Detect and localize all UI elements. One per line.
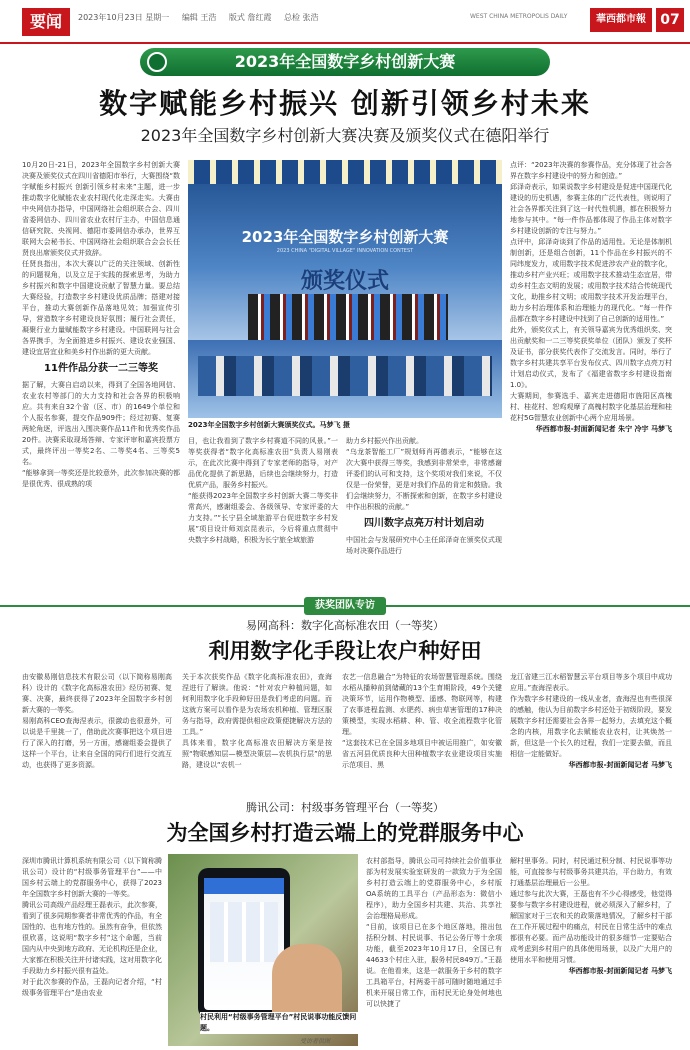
story2-paragraph: 农艺一信息融合”为特征的农场智慧管理系统。围绕水稻从播种前到储藏的13个生育期阶段，49个关键决策环节，运用作物模型、遥感、物联网等，构建了农事进程监测、水肥药、病虫草害管理的17种决策模型，实现水稻耕、种、管、收全流程数字化管理。 <box>342 673 502 736</box>
story1-paragraph: 助力乡村振兴作出贡献。 <box>346 437 423 445</box>
story1-paragraph: 大赛期间，参赛选手、嘉宾走进德阳市旌阳区高槐村、桂花村、恕鸡观摩了高槐村数字化基层治理和桂花村5G智慧农业创新中心两个应用场景。 <box>510 392 672 422</box>
app-title-bar <box>204 878 284 894</box>
story3-paragraph: 深圳市腾讯计算机系统有限公司（以下简称腾讯公司）设计的“村级事务管理平台”——中国乡村云端上的党群服务中心，获得了2023年全国数字乡村创新大赛的一等奖。 <box>22 857 162 898</box>
story1-column-3 <box>346 436 502 557</box>
story3-paragraph: 通过参与此次大赛，王磊也有不少心得感受，他觉得要参与数字乡村建设进程，就必须深入了解乡村，了解国家对于三农和关的政策落地情况，了解乡村干部在工作开展过程中的痛点，村民在日常生活中的难点都很有必要。而产品功能设计的很多细节一定要贴合成考虑到乡村用户的具体使用场景，以及广大用户的使用水平和使用习惯。 <box>510 890 672 964</box>
ceremony-photo <box>188 160 502 418</box>
story2-column-4 <box>510 672 672 771</box>
story2-paragraph: 易刚高科CEO查海涅表示，很激动也很意外，可以说是千里挑一了，借助此次赛事把这个项目进行了深入的打磨，另一方面，感谢组委会提供了这样一个平台，让来自全国的同行们进行交流互动，也获得了更多资源。 <box>22 717 172 769</box>
main-headline: 数字赋能乡村振兴 创新引领乡村未来 <box>99 87 591 120</box>
story2-paragraph: 关于本次获奖作品《数字化高标准农田》，查海涅进行了解读。他说：“针对农户种植问题，如何利用数字化手段种好田是我们考虑的问题。而这就方案可以看作是为农场农机种植、管理区服务与指导，政府需提供相应政策便捷解决方法的工具。” <box>182 673 332 736</box>
story2-kicker: 易网高科：数字化高标准农田（一等奖） <box>246 619 444 632</box>
story1-subheading: 四川数字点亮万村计划启动 <box>364 518 484 529</box>
story3-column-1 <box>22 856 162 999</box>
story1-subheading: 11件作品分获一二三等奖 <box>44 363 158 374</box>
story2-column-3 <box>342 672 502 771</box>
stage-subtitle: 2023 CHINA "DIGITAL VILLAGE" INNOVATION CONTEST <box>276 248 414 254</box>
app-feature-grid <box>210 902 278 962</box>
date-label: 2023年10月23日 星期一 <box>78 13 170 22</box>
story3-paragraph: 腾讯公司高级产品经理王磊表示，此次参赛，看到了很多同期参赛者非常优秀的作品，有全国性的、也有地方性的。虽然有奋争，但依然很欣喜，这说明“数字乡村”这个命题，当前国内从中央到地方政府、无论机构还是企业，大家都在积极关注并付诸实践，这对用数字化手段助力乡村振兴很有益处。 <box>22 901 162 975</box>
story1-paragraph: 中国社会与发展研究中心主任邱泽奇在颁奖仪式现场对决赛作品进行 <box>346 536 502 555</box>
story3-column-4 <box>510 856 672 977</box>
story1-paragraph: 10月20日-21日，2023年全国数字乡村创新大赛决赛及颁奖仪式在四川省德阳市举行，大赛围绕“数字赋能乡村振兴 创新引领乡村未来”主题，进一步推动数字化赋能农业农村现代化走深走实。大赛由中央网信办指导，中国网络社会组织联合会、四川省委网信办、四川省农业农村厅主办，中国信息通信研究院、央视网、德阳市委网信办承办，世界互联网大会秘书长、中国网络社会组织联合会会长任贤良出席颁奖仪式并致辞。 <box>22 161 180 257</box>
story1-paragraph: “能获得2023年全国数字乡村创新大赛二等奖非常高兴，感谢组委会、各级领导、专家评委的大力支持。”“长宁县全域旅游平台促进数字乡村发展”项目设计师刘京昆表示，今后将重点贯彻中央数字乡村战略，积极为长宁旅全域旅游 <box>188 492 338 544</box>
interview-band-label: 获奖团队专访 <box>304 597 386 615</box>
photo2-credit: 受访者供图 <box>300 1038 331 1045</box>
story2-headline: 利用数字化手段让农户种好田 <box>208 639 482 663</box>
story1-paragraph: 点评：“2023年决赛的参赛作品，充分体现了社会各界在数字乡村建设中的努力和创造。” <box>510 161 672 180</box>
story2-paragraph: “这套技术已在全国多地项目中被运用推广，如安徽省五河县优质良种大田种植数字农业建设项目实施示范项目、黑 <box>342 739 502 769</box>
story3-byline: 华西都市报-封面新闻记者 马梦飞 <box>568 967 672 975</box>
story2-paragraph: 具体来看，数字化高标准农田解决方案是按照“物联感知层—模型决策层—农机执行层”的思路，建设以“农机一 <box>182 739 332 769</box>
paper-logo: 華西都市報 <box>590 8 652 32</box>
story1-column-1 <box>22 160 180 490</box>
award-winners-group <box>248 294 448 340</box>
layout-label: 版式 詹红霞 <box>228 13 272 22</box>
story2-paragraph: 龙江省建三江水稻智慧云平台项目等多个项目中成功应用。”查海涅表示。 <box>510 673 672 692</box>
story2-column-2 <box>182 672 332 771</box>
story1-byline: 华西都市报-封面新闻记者 朱宁 冷宇 马梦飞 <box>535 425 672 433</box>
main-subheadline: 2023年全国数字乡村创新大赛决赛及颁奖仪式在德阳举行 <box>140 126 550 145</box>
checker-label: 总检 张浩 <box>284 13 319 22</box>
story1-paragraph: 据了解，大赛自启动以来，得到了全国各地网信、农业农村等部门的大力支持和社会各界的积极响应。共有来自32个省（区、市）的1649个单位和个人报名参赛，提交作品909件；经过初赛、复赛两轮角逐，评选出入围决赛作品11件和优秀奖作品20件。决赛采取现场答辩、专家评审和嘉宾投票方式，最终评出一等奖2名、二等奖4名、三等奖5名。 <box>22 381 180 466</box>
story2-paragraph: 作为数字乡村建设的一线从业者，查海涅也有些很深的感触，他认为目前数字乡村还处于初级阶段，要发展数字乡村还需要社会各界一起努力，去填充这个概念的内核，用数字化去赋能农业农村，让其焕然一新，但这是一个长久的过程，我们一定要去做，而且相信一定能做好。 <box>510 695 672 758</box>
story2-column-1 <box>22 672 172 771</box>
stage-ceremony-text: 颁奖仪式 <box>300 269 389 294</box>
section-tag: 要闻 <box>22 8 70 36</box>
story3-paragraph: 解村里事务。同时，村民通过积分制、村民说事等功能，可直接参与村级事务共建共治，平台助力，有效打通基层治理最后一公里。 <box>510 857 672 887</box>
story1-paragraph: “乌龙茶智能工厂”规划师肖再德表示，“能够在这次大赛中获得三等奖，我感到非常荣幸，非常感谢评委们的认可和支持，这个奖项对我们来说，不仅仅是一份荣誉，更是对我们作品的肯定和鼓励。我们会继续努力，不断探索和创新，在数字乡村建设中作出积极的贡献。” <box>346 448 502 511</box>
header-meta <box>78 12 329 23</box>
paper-english-name: WEST CHINA METROPOLIS DAILY <box>470 13 568 20</box>
story3-kicker: 腾讯公司：村级事务管理平台（一等奖） <box>246 801 444 814</box>
story1-paragraph: 目，也让我看到了数字乡村赛道不同的风景。”一等奖获得者“数字化高标准农田”负责人易刚表示，在此次比赛中得到了专家老师的指导，对产品优化提供了新思路，后续也会继续努力，打造优质产品，服务乡村振兴。 <box>188 437 338 489</box>
editor-label: 编辑 王浩 <box>181 13 217 22</box>
story3-paragraph: 农村部指导，腾讯公司可持续社会价值事业部为村发展实验室研发的一款致力于为全国乡村打造云端上的党群服务中心，乡村版OA系统的工具平台（产品形态为：微信小程序），助力全国乡村共建、共治、共享社会治理格局形成。 <box>366 857 502 920</box>
story1-column-2 <box>188 436 338 546</box>
stage-title: 2023年全国数字乡村创新大赛 <box>241 228 449 246</box>
photo2-caption: 村民利用“村级事务管理平台”村民说事功能反馈问题。 <box>200 1012 360 1034</box>
story1-paragraph: 邱泽奇表示，如果说数字乡村建设是促进中国现代化建设的历史机遇，参赛主体的广泛代表性，则说明了社会各界都关注到了这一时代性机遇，都在积极努力地参与其中。“每一件作品都体现了作品主体对数字乡村建设创新的专注与努力。” <box>510 183 672 235</box>
story1-paragraph: 此外，颁奖仪式上，有关领导嘉宾为优秀组织奖、突出贡献奖和一二三等奖获奖单位（团队）颁发了奖杯及证书，部分获奖代表作了交流发言。同时，举行了数字乡村共建共享平台发布仪式、四川数字点亮万村计划启动仪式，发布了《福建省数字乡村建设指南1.0》。 <box>510 326 672 389</box>
story2-paragraph: 由安徽易刚信息技术有限公司（以下简称易刚高科）设计的《数字化高标准农田》经历初赛、复赛、决赛，最终获得了2023年全国数字乡村创新大赛的一等奖。 <box>22 673 172 714</box>
story1-paragraph: “能够拿到一等奖还是比较意外，此次参加决赛的都是很优秀、很成熟的项 <box>22 469 180 488</box>
story3-paragraph: 对于此次参赛的作品，王磊向记者介绍，“村级事务管理平台”是由农业 <box>22 978 162 997</box>
stage-lights <box>188 160 502 184</box>
story3-headline: 为全国乡村打造云端上的党群服务中心 <box>166 821 524 845</box>
story1-paragraph: 点评中，邱泽奇谈到了作品的适用性。无论是体制机制创新，还是组合创新，11个作品在乡村振兴的不同纬度发力，或用数字技术促进涉农产业的数字化，推动乡村产业兴旺；或用数字技术推动生态宜居，带动乡村生态文明的发展；或用数字技术结合传统现代文化，助推乡村文明；或用数字技术开发治理平台，助力乡村治理体系和治理能力的现代化。“每一件作品都在数字乡村建设中找到了自己创新的适用性。” <box>510 238 672 323</box>
banner-logo-icon <box>147 52 167 72</box>
story3-column-3 <box>366 856 502 1010</box>
stage-chairs <box>198 356 492 396</box>
contest-banner: 2023年全国数字乡村创新大赛 <box>140 48 550 76</box>
story3-paragraph: “目前，该项目已在多个地区落地，推出包括积分制、村民说事、书记公务厅等十余项功能，截至2023年10月17日，全国已有44633个村庄入驻，服务村民849万。”王磊说。在他看来，这是一款服务于乡村的数字工具箱平台，村两委干部可随时随地通过手机来开展日常工作，而村民无论身处何地也可以快捷了 <box>366 923 502 1008</box>
story1-paragraph: 任贤良指出，本次大赛以广泛的关注领域、创新性的问题视角，以及立足于实践的探索思考，为助力乡村振兴和数字中国建设贡献了智慧力量。要总结大赛经验，打造数字乡村建设优质品牌；搭建对接平台，推动大赛创新作品落地见效；加强宣传引导，营造数字乡村建设良好氛围；履行社会责任，凝聚行业力量赋能数字乡村建设。中国联网与社会各界携手，为全面推进乡村振兴、建设农业强国、建设宜居宜业和美乡村作出新的更大贡献。 <box>22 260 180 356</box>
photo1-caption: 2023年全国数字乡村创新大赛颁奖仪式。马梦飞 摄 <box>188 421 350 429</box>
page-number: 07 <box>656 8 684 32</box>
story1-column-4 <box>510 160 672 435</box>
story2-byline: 华西都市报-封面新闻记者 马梦飞 <box>568 761 672 769</box>
